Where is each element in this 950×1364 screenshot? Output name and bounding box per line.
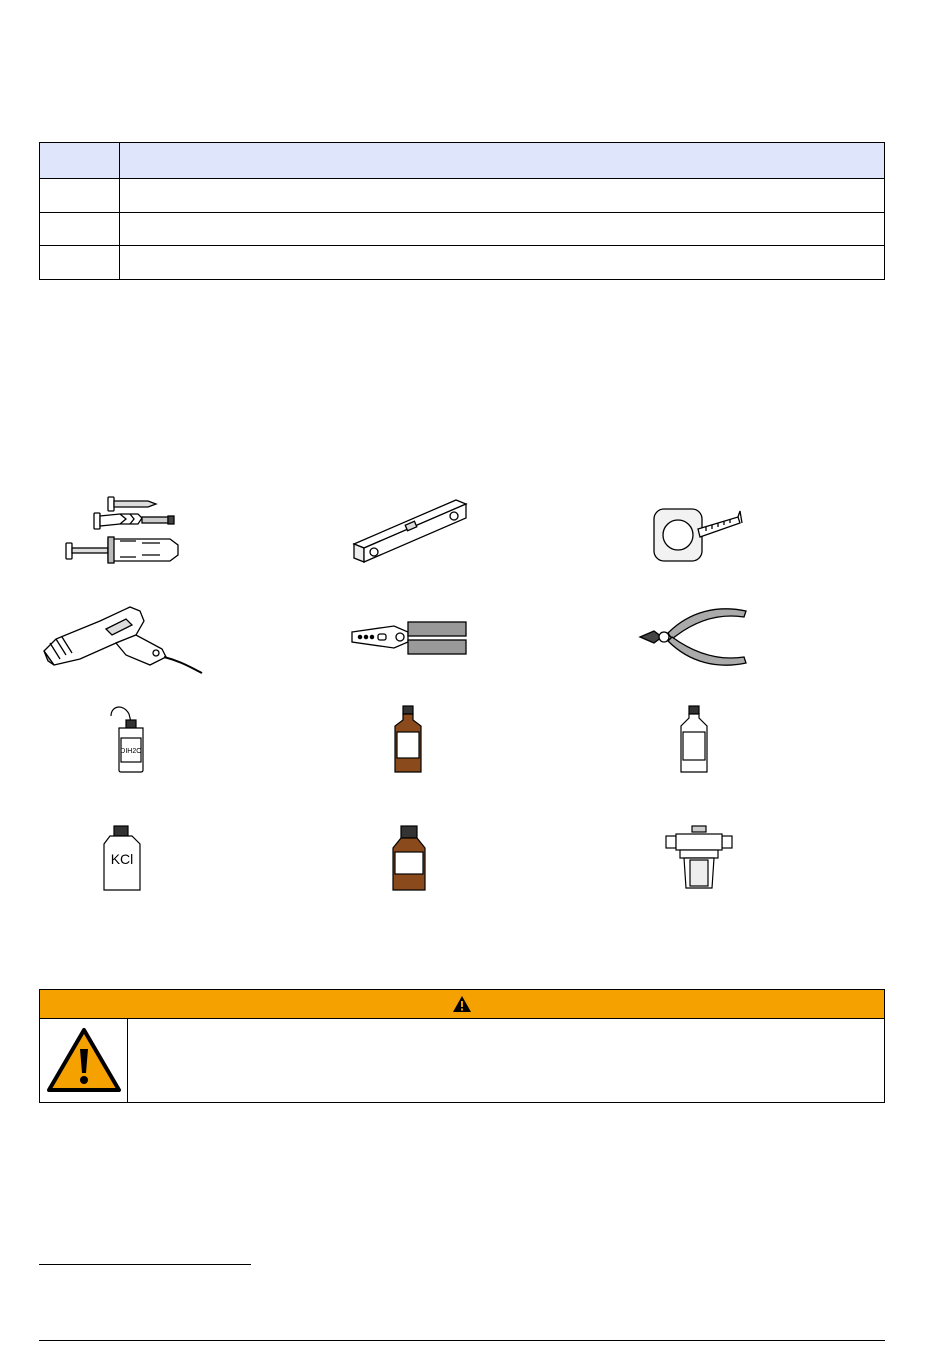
wire-cutter-icon (638, 603, 753, 673)
warning-icon-cell (40, 1018, 128, 1102)
table-cell (40, 178, 120, 212)
table-header-row (40, 143, 885, 179)
water-filter-icon (664, 824, 734, 894)
warning-triangle-icon (452, 995, 472, 1013)
brown-bottle-large-icon (389, 824, 429, 894)
kcl-bottle-icon (100, 824, 144, 894)
table-cell (120, 178, 885, 212)
wire-stripper-icon (350, 618, 470, 658)
white-bottle-icon (679, 704, 711, 774)
table-cell (40, 212, 120, 246)
table-cell (40, 246, 120, 280)
bottle-label: KCl (110, 851, 134, 867)
tape-measure-icon (650, 505, 750, 565)
warning-body (39, 1018, 885, 1103)
wash-bottle-icon (103, 704, 143, 774)
bottle-label: DIH2O (120, 748, 142, 755)
table-header-cell (120, 143, 885, 179)
table-row (40, 246, 885, 280)
footnote-divider (39, 1264, 251, 1265)
hazard-icon (46, 1027, 122, 1093)
table-cell (120, 246, 885, 280)
table-cell (120, 212, 885, 246)
info-table (39, 142, 885, 280)
table-row (40, 212, 885, 246)
footer-divider (39, 1340, 885, 1341)
anchor-screws-icon (60, 493, 190, 563)
table-row (40, 178, 885, 212)
power-drill-icon (40, 603, 205, 675)
warning-header (39, 989, 885, 1019)
spirit-level-icon (352, 496, 472, 566)
table-header-cell (40, 143, 120, 179)
brown-bottle-small-icon (393, 704, 425, 774)
